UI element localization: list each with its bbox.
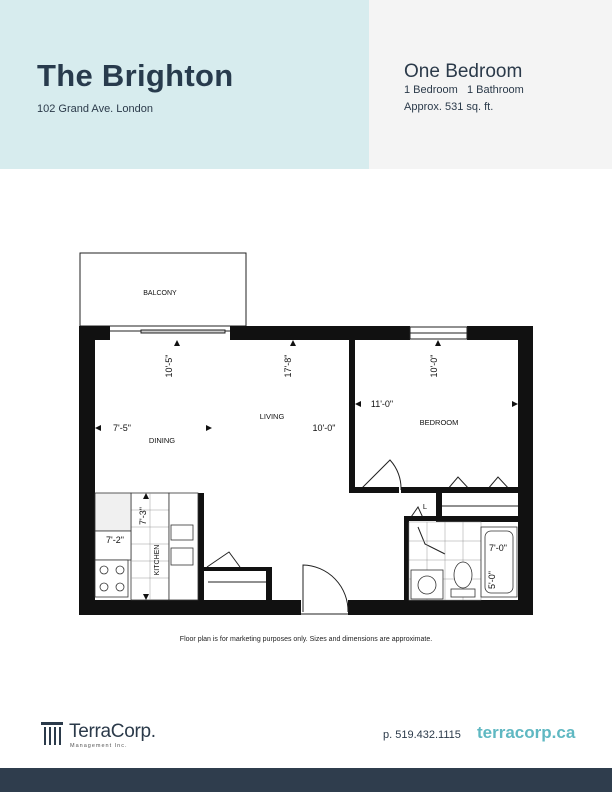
label-living: LIVING [259,412,285,421]
company-name: TerraCorp. [69,721,156,742]
unit-rooms: 1 Bedroom 1 Bathroom [404,84,524,96]
dim-living-depth: 17'-8" [283,354,293,378]
label-kitchen: KITCHEN [154,544,161,576]
dim-bath-depth: 5'-0" [487,571,497,589]
footer-bar [0,768,612,792]
website-link[interactable]: terracorp.ca [477,723,576,742]
dim-living-width: 10'-0" [312,423,336,433]
bathroom [409,522,517,600]
dim-dining-depth: 10'-5" [164,354,174,378]
floor-plan [0,240,612,630]
label-bedroom: BEDROOM [419,418,459,427]
dim-dining-width: 7'-5" [113,423,131,433]
unit-type: One Bedroom [404,61,523,82]
phone-number[interactable]: p. 519.432.1115 [383,729,461,741]
interior-walls [198,340,518,600]
property-name: The Brighton [37,58,234,93]
property-address: 102 Grand Ave. London [37,103,154,115]
dim-kitchen-width: 7'-2" [106,535,124,545]
dim-bedroom-depth: 10'-0" [429,354,439,378]
label-balcony: BALCONY [143,290,177,297]
dim-bath-width: 7'-0" [489,543,507,553]
disclaimer: Floor plan is for marketing purposes only. Sizes and dimensions are approximate. [179,636,433,643]
pillar-icon [40,721,64,749]
label-dining: DINING [148,436,176,445]
terracorp-logo[interactable] [40,719,180,751]
unit-area: Approx. 531 sq. ft. [404,101,494,113]
company-sub: Management Inc. [70,743,128,749]
dim-bedroom-width: 11'-0" [370,399,394,409]
label-laundry: L [422,502,428,511]
dim-kitchen-depth: 7'-3" [138,507,148,525]
